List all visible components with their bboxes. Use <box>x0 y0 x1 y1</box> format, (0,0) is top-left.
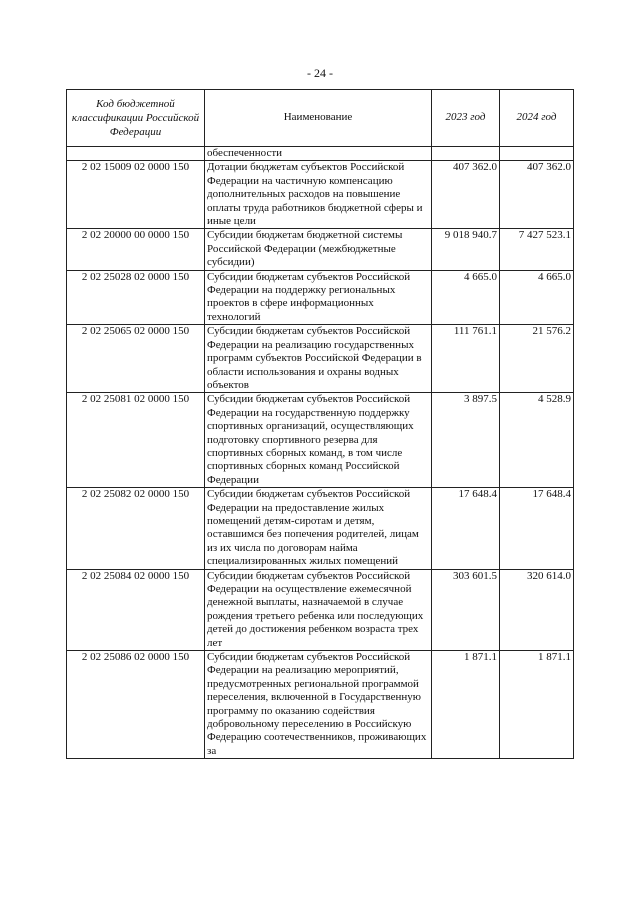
row-value-2023: 111 761.1 <box>432 325 500 393</box>
row-value-2023: 9 018 940.7 <box>432 229 500 270</box>
row-value-2023: 303 601.5 <box>432 569 500 650</box>
row-code: 2 02 20000 00 0000 150 <box>67 229 205 270</box>
table-row <box>67 569 574 650</box>
row-value-2023: 17 648.4 <box>432 488 500 569</box>
table-row <box>67 325 574 393</box>
table-header-row <box>67 90 574 147</box>
row-value-2024: 407 362.0 <box>500 161 574 229</box>
header-code: Код бюджетной классификации Российской Федерации <box>67 90 205 147</box>
row-value-2024: 21 576.2 <box>500 325 574 393</box>
row-name: Субсидии бюджетам субъектов Российской Федерации на реализацию мероприятий, предусмотренных региональной программой переселения, включенной в Государственную программу по оказанию содействия добровольному переселению в Российскую Федерацию соотечественников, проживающих за <box>205 651 432 759</box>
row-code: 2 02 25081 02 0000 150 <box>67 393 205 488</box>
row-value-2023: 4 665.0 <box>432 270 500 325</box>
row-name: Субсидии бюджетам субъектов Российской Федерации на поддержку региональных проектов в сфере информационных технологий <box>205 270 432 325</box>
row-value-2023: 3 897.5 <box>432 393 500 488</box>
row-value-2023: 407 362.0 <box>432 161 500 229</box>
header-name: Наименование <box>205 90 432 147</box>
row-code: 2 02 25084 02 0000 150 <box>67 569 205 650</box>
budget-table <box>66 89 574 759</box>
row-name: Субсидии бюджетам бюджетной системы Российской Федерации (межбюджетные субсидии) <box>205 229 432 270</box>
table-row <box>67 393 574 488</box>
row-code: 2 02 25028 02 0000 150 <box>67 270 205 325</box>
row-name: Дотации бюджетам субъектов Российской Федерации на частичную компенсацию дополнительных расходов на повышение оплаты труда работников бюджетной сферы и иные цели <box>205 161 432 229</box>
row-value-2024 <box>500 147 574 161</box>
row-value-2024: 4 528.9 <box>500 393 574 488</box>
row-value-2024: 17 648.4 <box>500 488 574 569</box>
row-code: 2 02 25086 02 0000 150 <box>67 651 205 759</box>
row-name: Субсидии бюджетам субъектов Российской Федерации на предоставление жилых помещений детям-сиротам и детям, оставшимся без попечения родителей, лицам из их числа по договорам найма специализированных жилых помещений <box>205 488 432 569</box>
row-value-2023 <box>432 147 500 161</box>
row-value-2024: 4 665.0 <box>500 270 574 325</box>
row-code: 2 02 25065 02 0000 150 <box>67 325 205 393</box>
table-row <box>67 651 574 759</box>
page-number: - 24 - <box>307 66 333 80</box>
row-value-2024: 1 871.1 <box>500 651 574 759</box>
row-code: 2 02 15009 02 0000 150 <box>67 161 205 229</box>
header-year-2024: 2024 год <box>500 90 574 147</box>
row-name: обеспеченности <box>205 147 432 161</box>
table-row <box>67 147 574 161</box>
row-code <box>67 147 205 161</box>
table-row <box>67 270 574 325</box>
table-row <box>67 161 574 229</box>
row-value-2024: 7 427 523.1 <box>500 229 574 270</box>
row-name: Субсидии бюджетам субъектов Российской Федерации на реализацию государственных программ субъектов Российской Федерации в области использования и охраны водных объектов <box>205 325 432 393</box>
row-name: Субсидии бюджетам субъектов Российской Федерации на осуществление ежемесячной денежной выплаты, назначаемой в случае рождения третьего ребенка или последующих детей до достижения ребенком возраста трех лет <box>205 569 432 650</box>
row-value-2023: 1 871.1 <box>432 651 500 759</box>
row-name: Субсидии бюджетам субъектов Российской Федерации на государственную поддержку спортивных организаций, осуществляющих подготовку спортивного резерва для спортивных сборных команд, в том числе спортивных сборных команд Российской Федерации <box>205 393 432 488</box>
header-year-2023: 2023 год <box>432 90 500 147</box>
row-value-2024: 320 614.0 <box>500 569 574 650</box>
table-row <box>67 229 574 270</box>
table-row <box>67 488 574 569</box>
row-code: 2 02 25082 02 0000 150 <box>67 488 205 569</box>
